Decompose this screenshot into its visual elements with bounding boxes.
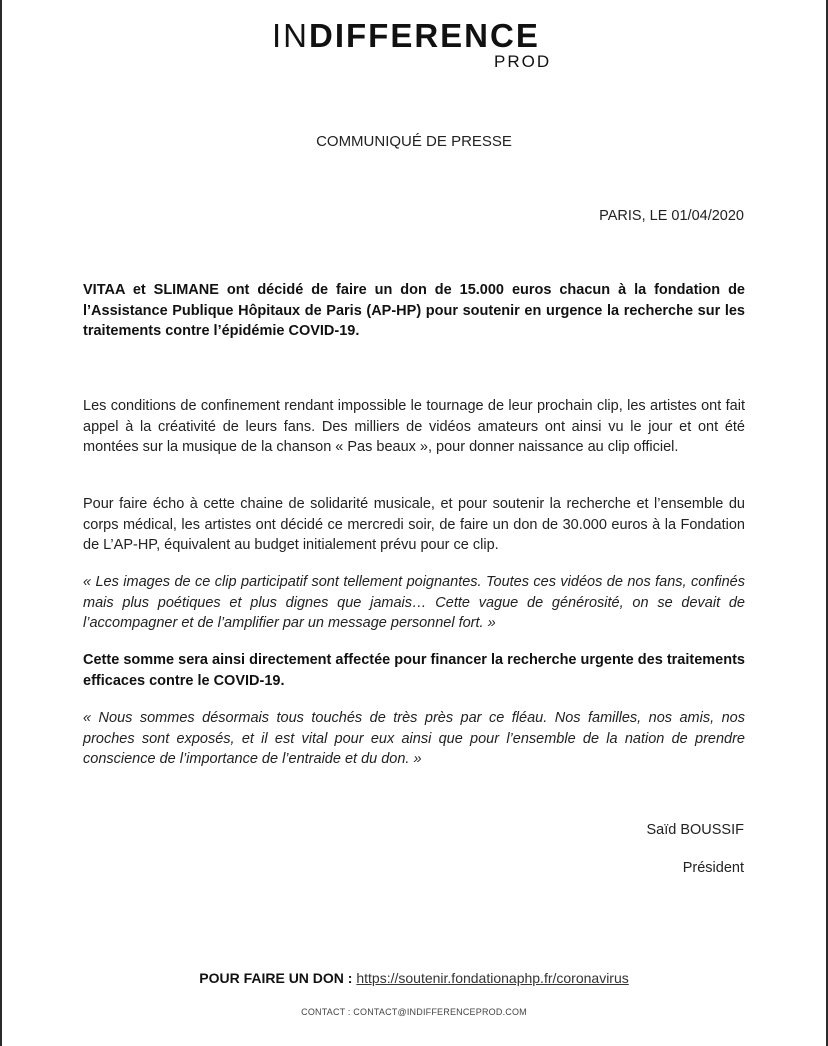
donation-label: POUR FAIRE UN DON : [199, 970, 353, 986]
logo-wordmark [272, 18, 540, 54]
paragraph-funding: Cette somme sera ainsi directement affectée pour financer la recherche urgente des traitements efficaces contre le COVID-19. [83, 652, 745, 689]
donation-link[interactable]: https://soutenir.fondationaphp.fr/coronavirus [356, 970, 629, 986]
quote-artists: « Les images de ce clip participatif sont tellement poignantes. Toutes ces vidéos de nos fans, confinés mais plus poétiques et plus dignes que jamais… Cette vague de générosité, on se devait de l’accompagner et de l’amplifier par un message personnel fort. » [83, 574, 745, 631]
contact-line: CONTACT : CONTACT@INDIFFERENCEPROD.COM [301, 1007, 527, 1017]
paragraph-confinement: Les conditions de confinement rendant impossible le tournage de leur prochain clip, les artistes ont fait appel à la créativité de leurs fans. Des milliers de vidéos amateurs ont ainsi vu le jour et ont été montées sur la musique de la chanson « Pas beaux », pour donner naissance au clip officiel. [83, 398, 745, 455]
document-type-heading: COMMUNIQUÉ DE PRESSE [316, 133, 512, 150]
place-and-date: PARIS, LE 01/04/2020 [599, 208, 744, 224]
company-logo [272, 18, 562, 74]
signatory-name: Saïd BOUSSIF [646, 822, 744, 838]
lead-paragraph: VITAA et SLIMANE ont décidé de faire un don de 15.000 euros chacun à la fondation de l’Assistance Publique Hôpitaux de Paris (AP-HP) pour soutenir en urgence la recherche sur les traitements contre l’épidémie COVID-19. [83, 282, 745, 339]
signatory-title: Président [682, 860, 744, 876]
logo-wordmark-bold: DIFFERENCE [309, 17, 540, 54]
donation-line [0, 968, 828, 988]
page-border-left [0, 0, 2, 1046]
paragraph-donation: Pour faire écho à cette chaine de solidarité musicale, et pour soutenir la recherche et l’ensemble du corps médical, les artistes ont décidé ce mercredi soir, de faire un don de 30.000 euros à la Fondation de L’AP-HP, équivalent au budget initialement prévu pour ce clip. [83, 496, 745, 553]
quote-solidarity: « Nous sommes désormais tous touchés de très près par ce fléau. Nos familles, nos amis, nos proches sont exposés, et il est vital pour eux ainsi que pour l’ensemble de la nation de prendre conscience de l’importance de l’entraide et du don. » [83, 710, 745, 767]
logo-wordmark-light: IN [272, 17, 309, 54]
logo-subtitle: PROD [494, 52, 552, 71]
